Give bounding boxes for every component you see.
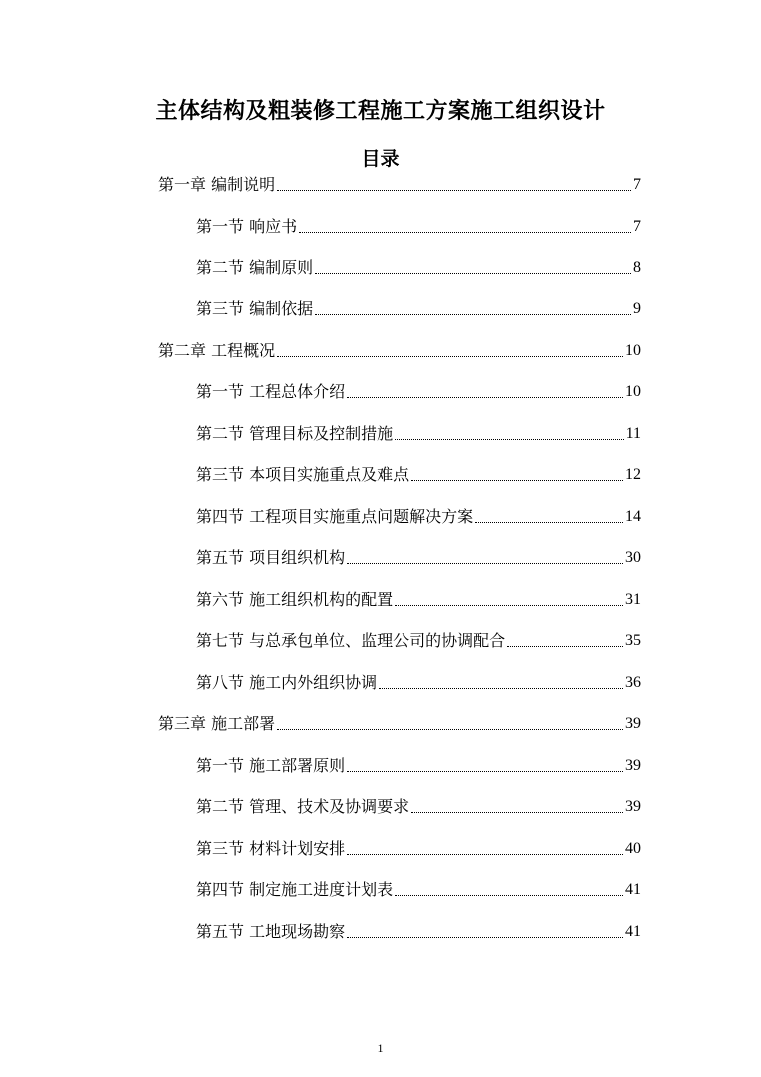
toc-dot-leader <box>475 522 623 523</box>
toc-entry-section[interactable] <box>196 543 641 569</box>
toc-dot-leader <box>277 729 623 730</box>
toc-dot-leader <box>347 937 623 938</box>
toc-dot-leader <box>379 688 623 689</box>
toc-entry-page: 41 <box>625 923 641 940</box>
toc-entry-label: 第三节 本项目实施重点及难点 <box>196 465 410 484</box>
toc-dot-leader <box>411 812 623 813</box>
toc-entry-page: 7 <box>633 218 641 235</box>
toc-dot-leader <box>347 397 623 398</box>
toc-dot-leader <box>347 563 623 564</box>
toc-entry-section[interactable] <box>196 917 641 943</box>
toc-entry-page: 10 <box>625 342 641 359</box>
page-number: 1 <box>377 1041 384 1055</box>
toc-entry-page: 14 <box>625 508 641 525</box>
toc-entry-section[interactable] <box>196 875 641 901</box>
toc-entry-label: 第二节 管理、技术及协调要求 <box>196 797 410 816</box>
document-title: 主体结构及粗装修工程施工方案施工组织设计 <box>155 99 606 124</box>
toc-entry-section[interactable] <box>196 626 641 652</box>
toc-dot-leader <box>277 190 631 191</box>
toc-entry-label: 第八节 施工内外组织协调 <box>196 673 378 692</box>
toc-entry-section[interactable] <box>196 419 641 445</box>
toc-entry-section[interactable] <box>196 751 641 777</box>
toc-dot-leader <box>347 771 623 772</box>
toc-entry-section[interactable] <box>196 460 641 486</box>
toc-entry-label: 第六节 施工组织机构的配置 <box>196 590 394 609</box>
toc-entry-chapter-2[interactable] <box>158 336 641 362</box>
toc-entry-page: 30 <box>625 549 641 566</box>
toc-dot-leader <box>507 646 623 647</box>
toc-entry-section[interactable] <box>196 502 641 528</box>
toc-entry-label: 第七节 与总承包单位、监理公司的协调配合 <box>196 631 506 650</box>
toc-entry-section[interactable] <box>196 253 641 279</box>
toc-entry-section[interactable] <box>196 294 641 320</box>
toc-entry-label: 第三章 施工部署 <box>158 714 276 733</box>
toc-entry-section[interactable] <box>196 377 641 403</box>
toc-entry-section[interactable] <box>196 834 641 860</box>
toc-entry-label: 第三节 材料计划安排 <box>196 839 346 858</box>
toc-entry-page: 31 <box>625 591 641 608</box>
toc-dot-leader <box>347 854 623 855</box>
toc-entry-label: 第一节 施工部署原则 <box>196 756 346 775</box>
toc-dot-leader <box>395 439 624 440</box>
toc-entry-chapter-1[interactable] <box>158 170 641 196</box>
toc-entry-page: 39 <box>625 715 641 732</box>
toc-entry-page: 7 <box>633 176 641 193</box>
toc-entry-page: 39 <box>625 798 641 815</box>
toc-entry-label: 第五节 项目组织机构 <box>196 548 346 567</box>
toc-dot-leader <box>315 273 631 274</box>
toc-entry-page: 41 <box>625 881 641 898</box>
toc-entry-page: 35 <box>625 632 641 649</box>
toc-entry-label: 第五节 工地现场勘察 <box>196 922 346 941</box>
toc-dot-leader <box>277 356 623 357</box>
toc-dot-leader <box>299 232 631 233</box>
toc-entry-page: 9 <box>633 300 641 317</box>
toc-entry-label: 第一节 响应书 <box>196 217 298 236</box>
toc-entry-label: 第四节 工程项目实施重点问题解决方案 <box>196 507 474 526</box>
toc-entry-page: 12 <box>625 466 641 483</box>
toc-entry-label: 第一节 工程总体介绍 <box>196 382 346 401</box>
toc-entry-section[interactable] <box>196 212 641 238</box>
toc-entry-page: 11 <box>625 425 641 442</box>
toc-dot-leader <box>411 480 623 481</box>
toc-heading: 目录 <box>361 148 400 170</box>
toc-entry-section[interactable] <box>196 668 641 694</box>
toc-dot-leader <box>315 314 631 315</box>
toc-entry-label: 第四节 制定施工进度计划表 <box>196 880 394 899</box>
toc-dot-leader <box>395 605 623 606</box>
toc-entry-page: 10 <box>625 383 641 400</box>
toc-entry-page: 36 <box>625 674 641 691</box>
toc-entry-chapter-3[interactable] <box>158 709 641 735</box>
toc-dot-leader <box>395 895 623 896</box>
toc-entry-section[interactable] <box>196 792 641 818</box>
toc-entry-page: 8 <box>633 259 641 276</box>
toc-entry-section[interactable] <box>196 585 641 611</box>
toc-entry-page: 40 <box>625 840 641 857</box>
toc-entry-label: 第二章 工程概况 <box>158 341 276 360</box>
toc-entry-label: 第二节 管理目标及控制措施 <box>196 424 394 443</box>
toc-entry-label: 第三节 编制依据 <box>196 299 314 318</box>
toc-entry-label: 第一章 编制说明 <box>158 175 276 194</box>
toc-entry-label: 第二节 编制原则 <box>196 258 314 277</box>
toc-entry-page: 39 <box>625 757 641 774</box>
